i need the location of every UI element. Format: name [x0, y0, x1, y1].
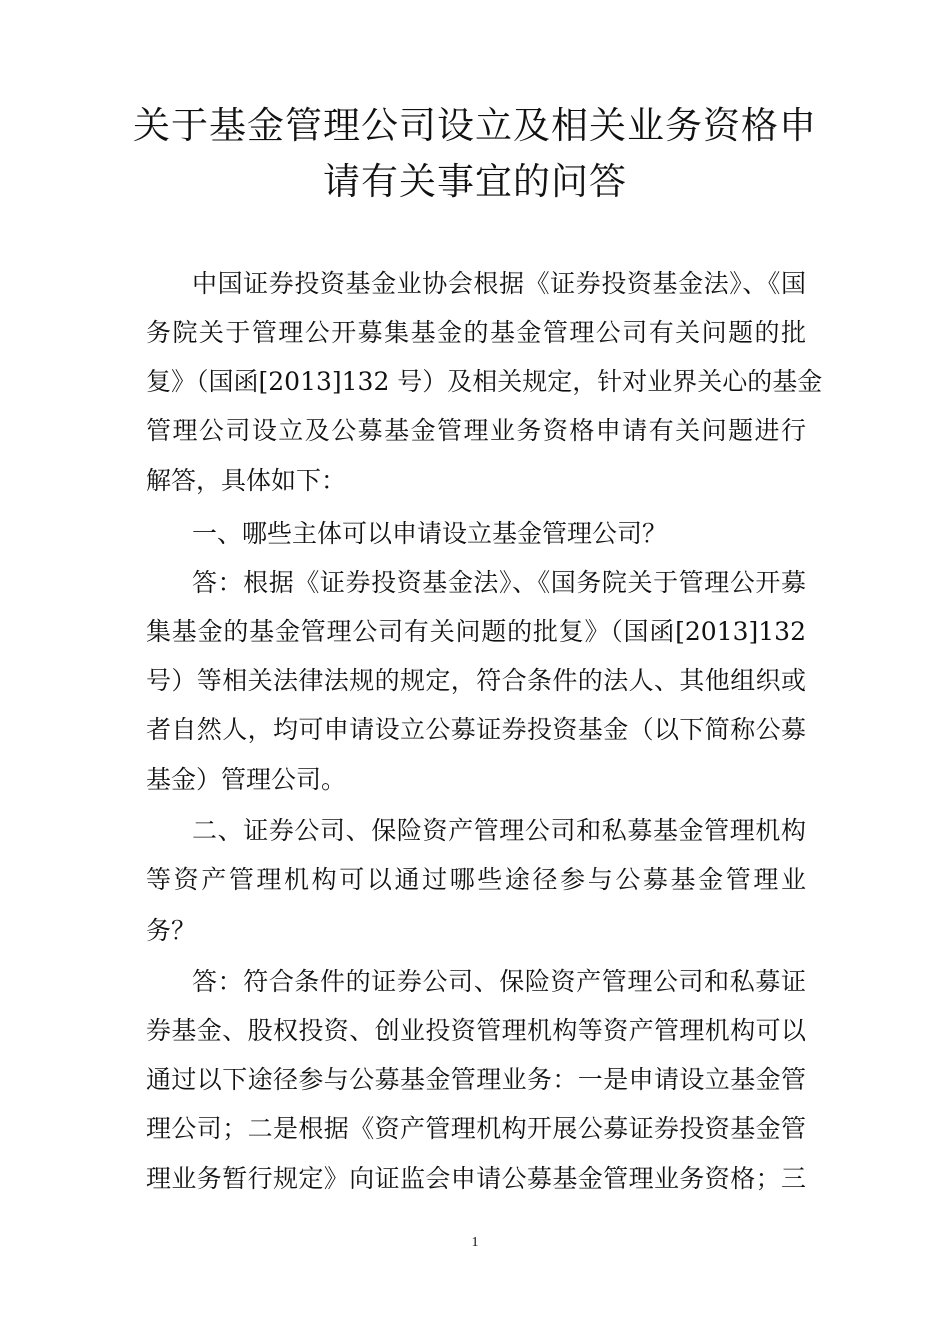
answer-2-line-4: 理公司；二是根据《资产管理机构开展公募证券投资基金管	[146, 1114, 806, 1143]
body-line-3: 复》（国函[2013]132 号）及相关规定，针对业界关心的基金	[146, 367, 823, 396]
question-2-line-2: 等资产管理机构可以通过哪些途径参与公募基金管理业	[146, 865, 806, 894]
answer-2-line-3: 通过以下途径参与公募基金管理业务：一是申请设立基金管	[146, 1065, 806, 1094]
body-line-2: 务院关于管理公开募集基金的基金管理公司有关问题的批	[146, 318, 806, 347]
body-line-1: 中国证券投资基金业协会根据《证券投资基金法》、《国	[192, 269, 806, 298]
question-2-line-1: 二、证券公司、保险资产管理公司和私募基金管理机构	[192, 816, 806, 845]
answer-1-line-5: 基金）管理公司。	[146, 765, 347, 794]
title-line-2: 请有关事宜的问答	[323, 160, 627, 203]
body-line-5: 解答，具体如下：	[146, 466, 347, 495]
body-line-4: 管理公司设立及公募基金管理业务资格申请有关问题进行	[146, 416, 806, 445]
question-1: 一、哪些主体可以申请设立基金管理公司？	[192, 519, 668, 548]
answer-1-line-2: 集基金的基金管理公司有关问题的批复》（国函[2013]132	[146, 617, 806, 646]
page-number: 1	[471, 1235, 479, 1250]
answer-2-line-5: 理业务暂行规定》向证监会申请公募基金管理业务资格；三	[146, 1164, 806, 1193]
answer-1-line-1: 答：根据《证券投资基金法》、《国务院关于管理公开募	[192, 568, 806, 597]
answer-1-line-4: 者自然人，均可申请设立公募证券投资基金（以下简称公募	[146, 715, 806, 744]
answer-1-line-3: 号）等相关法律法规的规定，符合条件的法人、其他组织或	[146, 666, 806, 695]
question-2-line-3: 务？	[146, 916, 197, 945]
document-title	[120, 98, 830, 210]
answer-2-line-2: 券基金、股权投资、创业投资管理机构等资产管理机构可以	[146, 1016, 806, 1045]
answer-2-line-1: 答：符合条件的证券公司、保险资产管理公司和私募证	[192, 967, 806, 996]
title-line-1: 关于基金管理公司设立及相关业务资格申	[133, 104, 817, 147]
